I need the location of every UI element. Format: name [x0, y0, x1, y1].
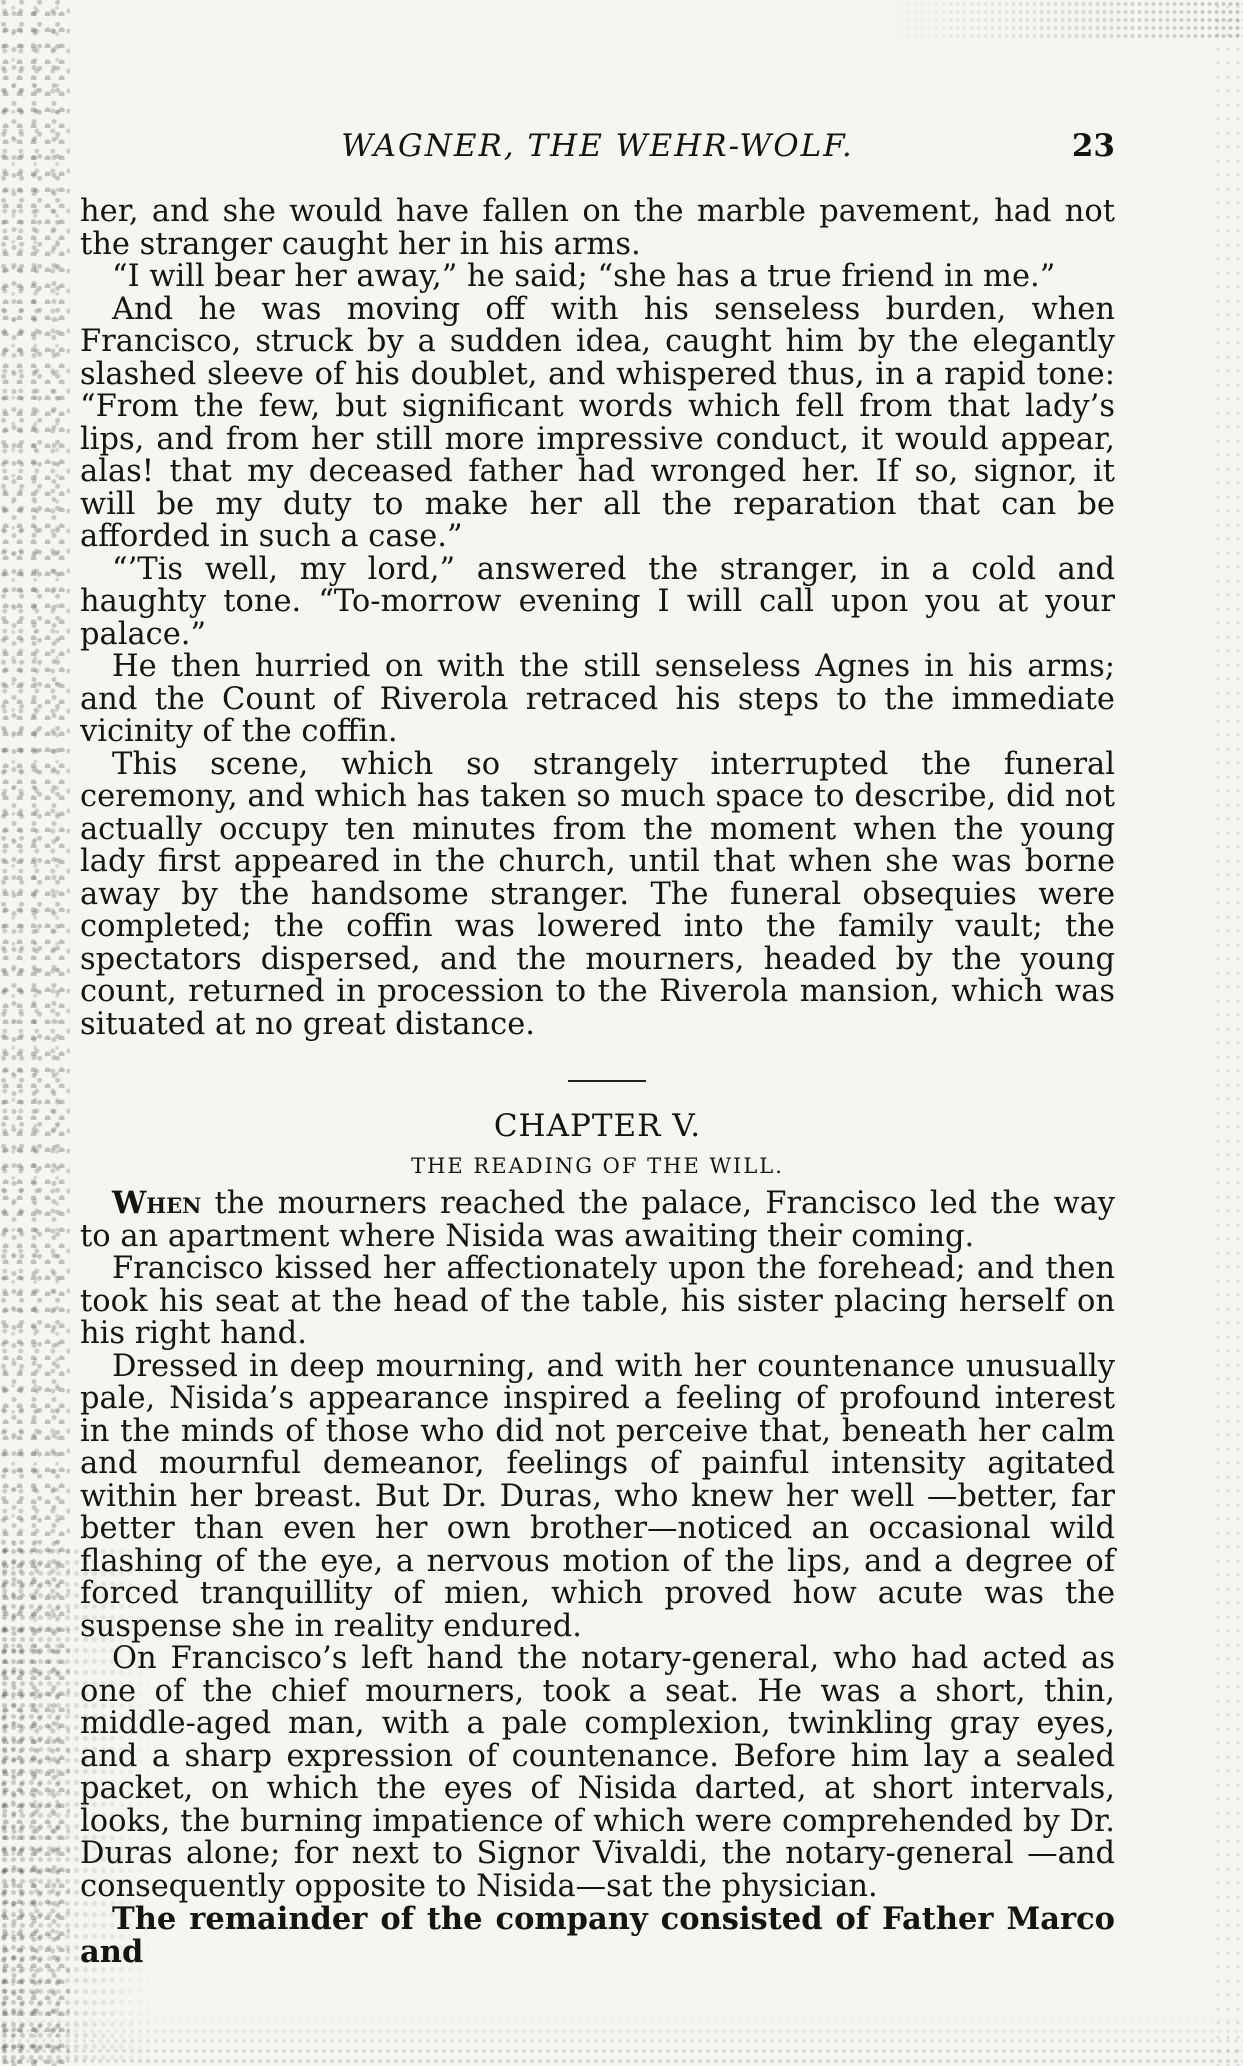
chapter-heading: CHAPTER V. — [493, 1108, 702, 1144]
paragraph: her, and she would have fallen on the marble pavement, had not the stranger caught her in his arms. — [80, 194, 1115, 262]
paragraph: And he was moving off with his senseless burden, when Francisco, struck by a sudden idea, caught him by the elegantly slashed sleeve of his doublet, and whispered thus, in a rapid tone: “From the few, but significant words which fell from that lady’s lips, and from her still more impressive conduct, it would appear, alas! that my deceased father had wronged her. If so, signor, it will be my duty to make her all the reparation that can be afforded in such a case.” — [80, 291, 1115, 554]
paragraph — [80, 1187, 1115, 1253]
paragraph: “I will bear her away,” he said; “she has a true friend in me.” — [112, 259, 1056, 294]
paragraph: Dressed in deep mourning, and with her countenance unusually pale, Nisida’s appearance inspired a feeling of profound interest in the minds of those who did not perceive that, beneath her calm and mournful demeanor, feelings of painful intensity agitated within her breast. But Dr. Duras, who knew her well —better, far better than even her own brother—noticed an occasional wild flashing of the eye, a nervous motion of the lips, and a degree of forced tranquillity of mien, which proved how acute was the suspense she in reality endured. — [80, 1348, 1115, 1644]
running-head — [80, 128, 1115, 172]
scan-edge-speckle-right — [1213, 0, 1243, 2066]
chapter-divider-rule — [568, 1080, 646, 1082]
body-text-top — [80, 196, 1115, 1041]
scan-edge-speckle-bottom — [0, 2006, 1243, 2066]
body-text-chapter — [80, 1187, 1115, 1968]
paragraph: On Francisco’s left hand the notary-general, who had acted as one of the chief mourners, took a seat. He was a short, thin, middle-aged man, with a pale complexion, twinkling gray eyes, and a sharp expression of countenance. Before him lay a sealed packet, on which the eyes of Nisida darted, at short intervals, looks, the burning impatience of which were comprehended by Dr. Duras alone; for next to Signor Vivaldi, the notary-general —and consequently opposite to Nisida—sat the physician. — [80, 1641, 1115, 1904]
paragraph-text: the mourners reached the palace, Francisco led the way to an apartment where Nisida was awaiting their coming. — [80, 1186, 1115, 1254]
paragraph: Francisco kissed her affectionately upon the forehead; and then took his seat at the head of the table, his sister placing herself on his right hand. — [80, 1251, 1115, 1351]
paragraph: He then hurried on with the still senseless Agnes in his arms; and the Count of Riverola retraced his steps to the immediate vicinity of the coffin. — [80, 649, 1115, 749]
chapter-subtitle: THE READING OF THE WILL. — [411, 1154, 784, 1178]
drop-word: When — [112, 1185, 202, 1221]
scan-edge-speckle-top-right — [863, 0, 1243, 40]
page-number: 23 — [1071, 128, 1115, 164]
running-title: WAGNER, THE WEHR-WOLF. — [341, 128, 854, 164]
paragraph: The remainder of the company consisted of Father Marco and — [80, 1901, 1115, 1970]
paragraph: “’Tis well, my lord,” answered the stranger, in a cold and haughty tone. “To-morrow evening I will call upon you at your palace.” — [80, 551, 1115, 652]
paragraph: This scene, which so strangely interrupted the funeral ceremony, and which has taken so much space to describe, did not actually occupy ten minutes from the moment when the young lady first appeared in the church, until that when she was borne away by the handsome stranger. The funeral obsequies were completed; the coffin was lowered into the family vault; the spectators dispersed, and the mourners, headed by the young count, returned in procession to the Riverola mansion, which was situated at no great distance. — [80, 746, 1115, 1042]
